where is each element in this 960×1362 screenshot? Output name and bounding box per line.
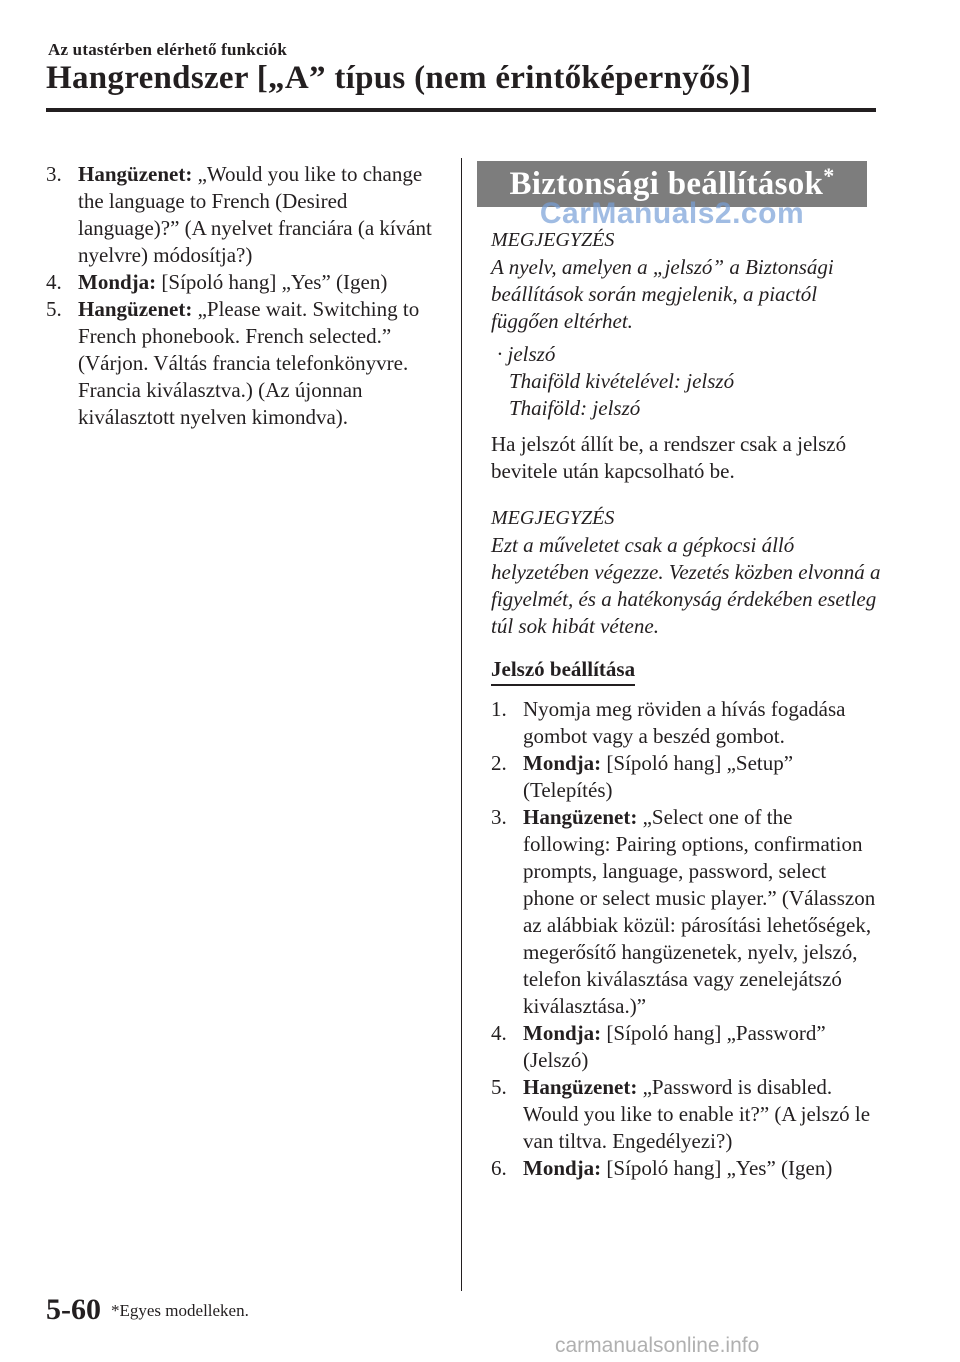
step-label: Mondja: — [523, 751, 602, 775]
page-title: Hangrendszer [„A” típus (nem érintőképernyős)] — [46, 60, 752, 96]
banner-title: Biztonsági beállítások — [509, 166, 824, 202]
bullet-item — [491, 341, 881, 368]
left-column — [46, 161, 446, 431]
watermark: CarManuals2.com — [539, 197, 805, 230]
left-step-list — [46, 161, 446, 431]
right-column — [491, 161, 881, 1182]
step-label: Mondja: — [523, 1156, 602, 1180]
step-label: Hangüzenet: — [523, 805, 638, 829]
right-step-list — [491, 696, 881, 1182]
footnote: *Egyes modelleken. — [111, 1301, 249, 1320]
step-item — [491, 696, 881, 750]
step-text: [Sípoló hang] „Yes” (Igen) — [601, 1156, 833, 1180]
title-rule — [46, 108, 876, 112]
note-heading: MEGJEGYZÉS — [491, 507, 615, 529]
bullet-marker: · — [497, 342, 503, 366]
step-number: 5. — [491, 1075, 507, 1099]
step-item — [491, 804, 881, 1020]
step-text: „Password is disabled. Would you like to enable it?” (A jelszó le van tiltva. Engedélyezi?) — [523, 1075, 871, 1153]
note-heading: MEGJEGYZÉS — [491, 229, 615, 251]
step-text: „Select one of the following: Pairing options, confirmation prompts, language, password, select phone or select music player.” (Válasszon az alábbiak közül: párosítási lehetőségek, megerősítő hangüzenetek, nyelv, jelszó, telefon kiválasztása vagy zenelejátszó kiválasztása.)” — [523, 805, 876, 1018]
step-number: 3. — [491, 805, 507, 829]
body-paragraph: Ha jelszót állít be, a rendszer csak a jelszó bevitele után kapcsolható be. — [491, 432, 847, 483]
step-text: [Sípoló hang] „Yes” (Igen) — [156, 270, 388, 294]
step-item — [491, 1020, 881, 1074]
column-divider — [461, 158, 462, 1291]
step-text: „Would you like to change the language to French (Desired language)?” (A nyelvet franciára (a kívánt nyelvre) módosítja?) — [78, 162, 432, 267]
step-number: 4. — [46, 270, 62, 294]
step-label: Hangüzenet: — [78, 162, 193, 186]
bullet-sub-item: Thaiföld kivételével: jelszó — [509, 369, 735, 393]
banner-asterisk: * — [823, 163, 835, 188]
step-number: 4. — [491, 1021, 507, 1045]
step-label: Hangüzenet: — [523, 1075, 638, 1099]
subheading: Jelszó beállítása — [491, 656, 635, 686]
page-number: 5-60 — [46, 1293, 101, 1326]
step-item — [46, 296, 446, 431]
note-text: Ezt a műveletet csak a gépkocsi álló helyzetében végezze. Vezetés közben elvonná a figyelmét, és a hatékonyság érdekében esetleg túl sok hibát vétene. — [491, 533, 881, 638]
step-label: Mondja: — [78, 270, 157, 294]
step-number: 6. — [491, 1156, 507, 1180]
bullet-sub-item: Thaiföld: jelszó — [509, 396, 641, 420]
step-text: [Sípoló hang] „Password” (Jelszó) — [523, 1021, 826, 1072]
step-item — [46, 161, 446, 269]
note-text: A nyelv, amelyen a „jelszó” a Biztonsági beállítások során megjelenik, a piactól függően eltérhet. — [491, 255, 834, 333]
step-text: [Sípoló hang] „Setup” (Telepítés) — [523, 751, 794, 802]
step-item — [491, 750, 881, 804]
step-number: 5. — [46, 297, 62, 321]
section-label: Az utastérben elérhető funkciók — [48, 40, 287, 59]
step-text: „Please wait. Switching to French phonebook. French selected.” (Várjon. Váltás francia telefonkönyvre. Francia kiválasztva.) (Az újonnan kiválasztott nyelven kimondva). — [78, 297, 420, 429]
step-item — [491, 1074, 881, 1155]
step-item — [46, 269, 446, 296]
step-number: 1. — [491, 697, 507, 721]
step-number: 2. — [491, 751, 507, 775]
bullet-item-text: jelszó — [507, 342, 556, 366]
step-item — [491, 1155, 881, 1182]
step-label: Mondja: — [523, 1021, 602, 1045]
site-watermark: carmanualsonline.info — [555, 1334, 760, 1357]
bullet-block — [491, 341, 881, 422]
section-banner — [477, 161, 867, 230]
step-number: 3. — [46, 162, 62, 186]
step-label: Hangüzenet: — [78, 297, 193, 321]
step-text: Nyomja meg röviden a hívás fogadása gombot vagy a beszéd gombot. — [523, 697, 846, 748]
